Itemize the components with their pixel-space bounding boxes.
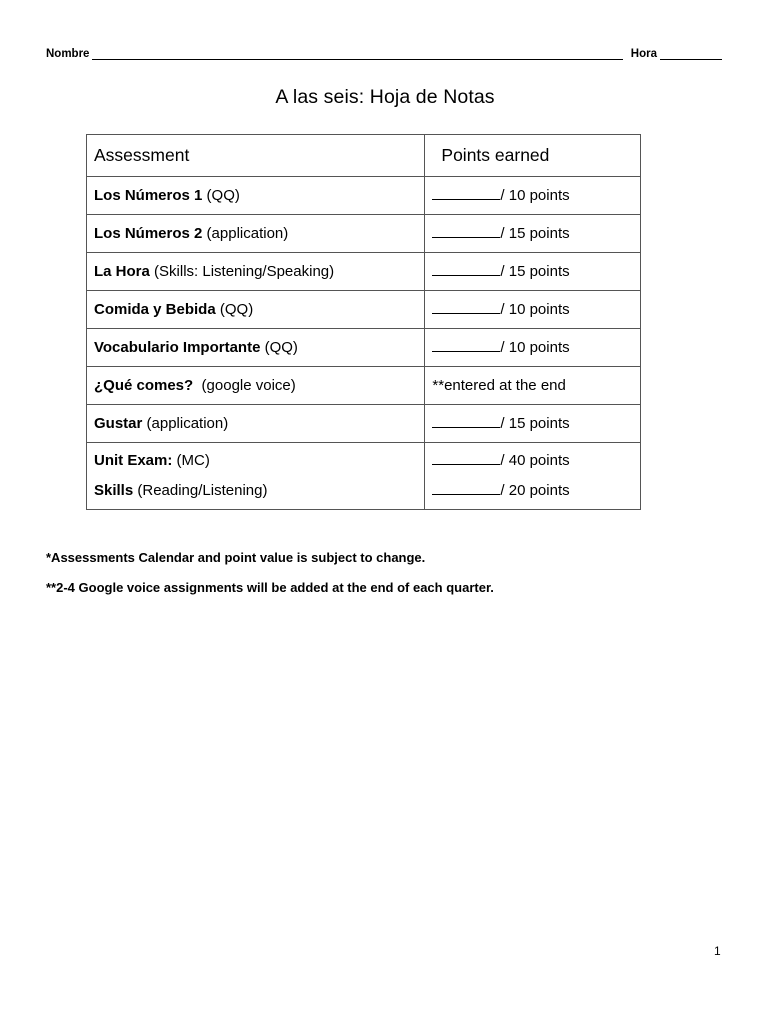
points-cell xyxy=(425,291,641,329)
points-total: / 20 points xyxy=(500,482,570,499)
assessment-name: Los Números 2 xyxy=(94,225,203,242)
points-cell xyxy=(425,253,641,291)
footnote-calendar: *Assessments Calendar and point value is subject to change. xyxy=(46,550,426,565)
assessment-detail: (QQ) xyxy=(264,339,298,356)
points-total: / 40 points xyxy=(500,452,570,469)
page-number: 1 xyxy=(714,944,721,958)
points-cell xyxy=(425,329,641,367)
points-blank[interactable] xyxy=(432,415,500,428)
assessment-detail: (Skills: Listening/Speaking) xyxy=(154,263,335,280)
table-header-row xyxy=(87,135,641,177)
assessment-name: Skills xyxy=(94,482,134,499)
table-row xyxy=(87,405,641,443)
points-total: / 15 points xyxy=(500,263,570,280)
assessment-name: Gustar xyxy=(94,415,143,432)
footnote-google-voice: **2-4 Google voice assignments will be added at the end of each quarter. xyxy=(46,580,494,595)
points-line xyxy=(432,446,633,476)
assessment-detail: (Reading/Listening) xyxy=(137,482,268,499)
table-row xyxy=(87,329,641,367)
assessment-table xyxy=(86,134,641,510)
points-total: / 10 points xyxy=(500,301,570,318)
points-total: / 10 points xyxy=(500,187,570,204)
table-row xyxy=(87,253,641,291)
points-cell xyxy=(425,177,641,215)
points-cell xyxy=(425,405,641,443)
header-line xyxy=(46,48,722,60)
points-line xyxy=(432,476,633,506)
assessment-name: Vocabulario Importante xyxy=(94,339,261,356)
column-header-points: Points earned xyxy=(425,135,641,177)
hora-label: Hora xyxy=(630,48,657,60)
points-total: / 15 points xyxy=(500,415,570,432)
table-row xyxy=(87,291,641,329)
assessment-name: La Hora xyxy=(94,263,150,280)
points-total: / 15 points xyxy=(500,225,570,242)
page-title: A las seis: Hoja de Notas xyxy=(275,86,495,108)
table-row xyxy=(87,443,641,510)
points-total: / 10 points xyxy=(500,339,570,356)
assessment-cell xyxy=(87,443,425,510)
assessment-name: Comida y Bebida xyxy=(94,301,216,318)
points-blank[interactable] xyxy=(432,482,500,495)
points-note: **entered at the end xyxy=(432,377,566,394)
assessment-cell xyxy=(87,177,425,215)
name-label: Nombre xyxy=(46,48,90,60)
points-blank[interactable] xyxy=(432,339,500,352)
assessment-cell xyxy=(87,291,425,329)
assessment-name: ¿Qué comes? xyxy=(94,377,194,394)
assessment-line xyxy=(94,446,417,476)
points-blank[interactable] xyxy=(432,225,500,238)
table-row xyxy=(87,367,641,405)
assessment-name: Los Números 1 xyxy=(94,187,203,204)
assessment-detail: (application) xyxy=(206,225,289,242)
table-row xyxy=(87,177,641,215)
assessment-line xyxy=(94,476,417,506)
assessment-cell xyxy=(87,367,425,405)
assessment-cell xyxy=(87,215,425,253)
assessment-detail: (QQ) xyxy=(219,301,254,318)
assessment-detail: (QQ) xyxy=(206,187,240,204)
assessment-detail: (application) xyxy=(146,415,229,432)
points-cell xyxy=(425,215,641,253)
assessment-detail: (google voice) xyxy=(201,377,296,394)
points-blank[interactable] xyxy=(432,452,500,465)
points-blank[interactable] xyxy=(432,263,500,276)
points-cell xyxy=(425,367,641,405)
assessment-cell xyxy=(87,405,425,443)
points-cell xyxy=(425,443,641,510)
assessment-cell xyxy=(87,253,425,291)
name-blank-field[interactable] xyxy=(92,48,622,60)
assessment-detail: (MC) xyxy=(176,452,210,469)
hora-blank-field[interactable] xyxy=(660,48,722,60)
points-blank[interactable] xyxy=(432,301,500,314)
points-blank[interactable] xyxy=(432,187,500,200)
assessment-cell xyxy=(87,329,425,367)
assessment-name: Unit Exam: xyxy=(94,452,173,469)
column-header-assessment: Assessment xyxy=(87,135,425,177)
table-row xyxy=(87,215,641,253)
